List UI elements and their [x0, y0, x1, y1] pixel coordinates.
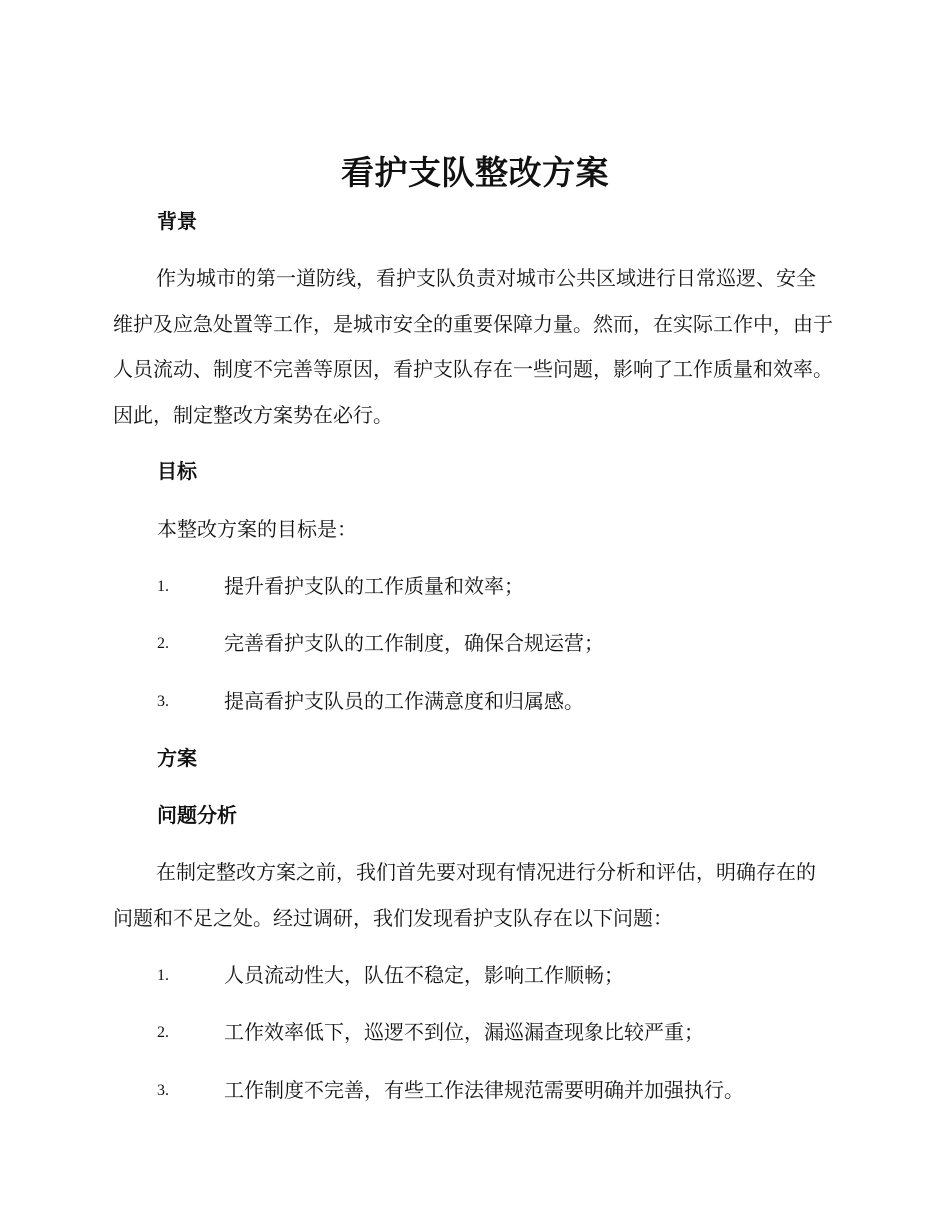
list-number: 3. — [157, 1082, 169, 1099]
list-text: 工作制度不完善，有些工作法律规范需要明确并加强执行。 — [224, 1078, 744, 1102]
list-number: 1. — [157, 967, 169, 984]
section-heading-goals: 目标 — [157, 459, 197, 483]
list-number: 3. — [157, 693, 169, 710]
list-number: 2. — [157, 635, 169, 652]
section-heading-plan: 方案 — [157, 746, 197, 770]
problem-analysis-paragraph: 在制定整改方案之前，我们首先要对现有情况进行分析和评估，明确存在的问题和不足之处。经过调研，我们发现看护支队存在以下问题： — [113, 860, 816, 930]
list-number: 2. — [157, 1024, 169, 1041]
list-text: 人员流动性大，队伍不稳定，影响工作顺畅； — [224, 963, 624, 987]
document-title: 看护支队整改方案 — [341, 153, 609, 192]
list-text: 工作效率低下，巡逻不到位，漏巡漏查现象比较严重； — [224, 1020, 704, 1044]
list-text: 提高看护支队员的工作满意度和归属感。 — [224, 689, 584, 713]
list-text: 完善看护支队的工作制度，确保合规运营； — [224, 631, 604, 655]
background-paragraph: 作为城市的第一道防线，看护支队负责对城市公共区域进行日常巡逻、安全维护及应急处置等工作，是城市安全的重要保障力量。然而，在实际工作中，由于人员流动、制度不完善等原因，看护支队存在一些问题，影响了工作质量和效率。因此，制定整改方案势在必行。 — [113, 266, 833, 427]
goals-intro: 本整改方案的目标是： — [157, 517, 357, 541]
list-number: 1. — [157, 578, 169, 595]
subsection-heading-problem-analysis: 问题分析 — [157, 803, 237, 827]
section-heading-background: 背景 — [157, 209, 197, 233]
list-text: 提升看护支队的工作质量和效率； — [224, 574, 524, 598]
